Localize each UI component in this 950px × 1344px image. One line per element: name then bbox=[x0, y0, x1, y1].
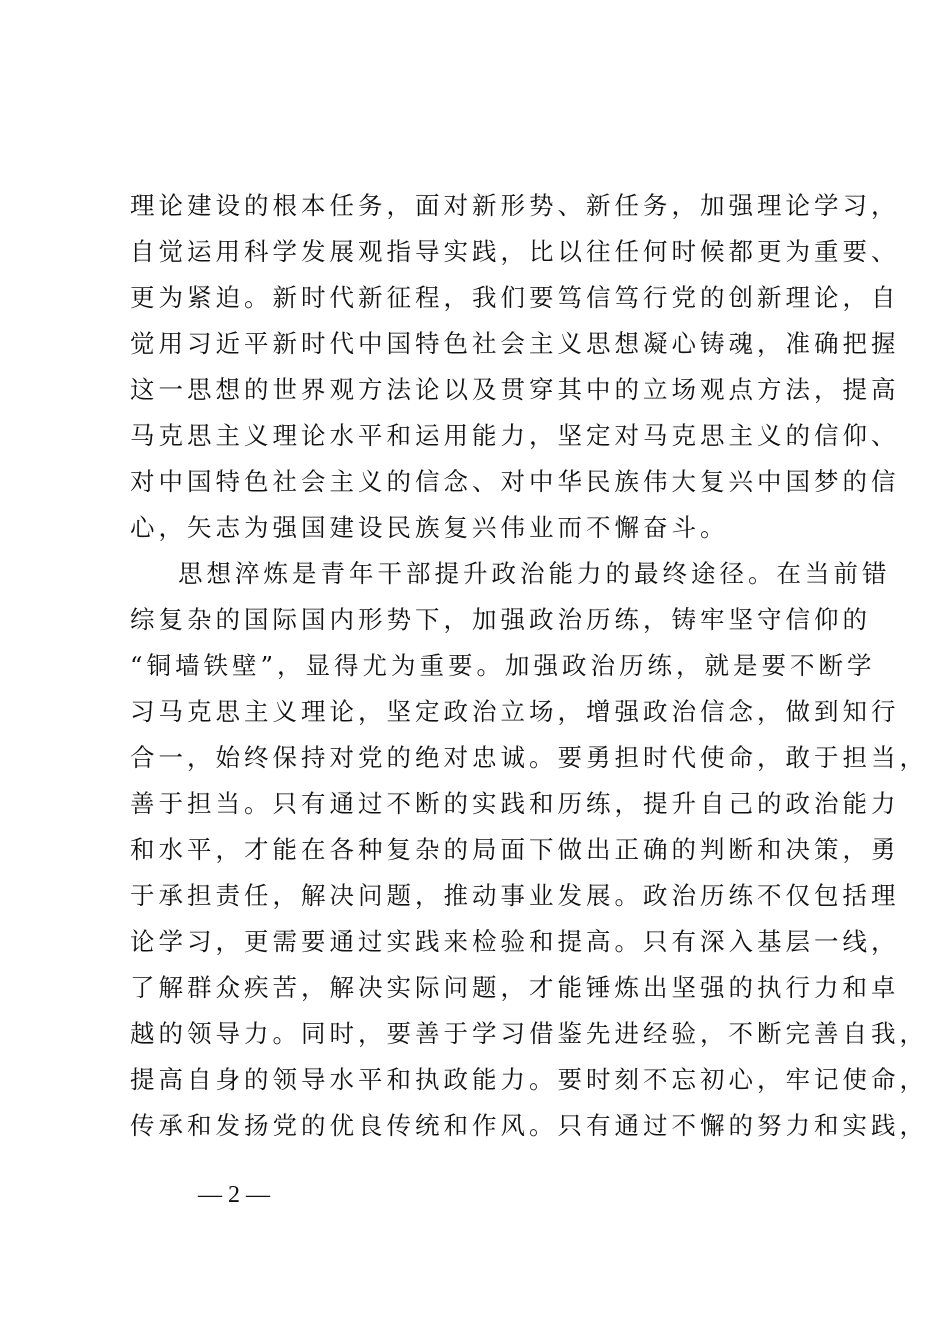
paragraph1-line: 理论建设的根本任务，面对新形势、新任务，加强理论学习， bbox=[130, 191, 900, 220]
paragraph2-line: 论学习，更需要通过实践来检验和提高。只有深入基层一线， bbox=[130, 927, 900, 956]
paragraph2-line: 和水平，才能在各种复杂的局面下做出正确的判断和决策，勇 bbox=[130, 835, 900, 864]
paragraph1-line: 心，矢志为强国建设民族复兴伟业而不懈奋斗。 bbox=[130, 513, 729, 542]
paragraph1-line: 更为紧迫。新时代新征程，我们要笃信笃行党的创新理论，自 bbox=[130, 283, 900, 312]
paragraph1-line: 这一思想的世界观方法论以及贯穿其中的立场观点方法，提高 bbox=[130, 375, 900, 404]
paragraph2-line: 合一，始终保持对党的绝对忠诚。要勇担时代使命，敢于担当， bbox=[130, 743, 928, 772]
paragraph2-line: “铜墙铁壁”，显得尤为重要。加强政治历练，就是要不断学 bbox=[130, 651, 876, 680]
paragraph1-line: 马克思主义理论水平和运用能力，坚定对马克思主义的信仰、 bbox=[130, 421, 900, 450]
paragraph2-line: 提高自身的领导水平和执政能力。要时刻不忘初心，牢记使命， bbox=[130, 1065, 928, 1094]
paragraph2-line: 传承和发扬党的优良传统和作风。只有通过不懈的努力和实践， bbox=[130, 1111, 928, 1140]
paragraph2-line: 综复杂的国际国内形势下，加强政治历练，铸牢坚守信仰的 bbox=[130, 605, 871, 634]
page-number: — 2 — bbox=[198, 1182, 270, 1208]
paragraph2-line: 于承担责任，解决问题，推动事业发展。政治历练不仅包括理 bbox=[130, 881, 900, 910]
paragraph2-line: 了解群众疾苦，解决实际问题，才能锤炼出坚强的执行力和卓 bbox=[130, 973, 900, 1002]
paragraph1-line: 觉用习近平新时代中国特色社会主义思想凝心铸魂，准确把握 bbox=[130, 329, 900, 358]
paragraph2-line: 习马克思主义理论，坚定政治立场，增强政治信念，做到知行 bbox=[130, 697, 900, 726]
paragraph2-line: 越的领导力。同时，要善于学习借鉴先进经验，不断完善自我， bbox=[130, 1019, 928, 1048]
paragraph1-line: 对中国特色社会主义的信念、对中华民族伟大复兴中国梦的信 bbox=[130, 467, 900, 496]
paragraph2-line: 善于担当。只有通过不断的实践和历练，提升自己的政治能力 bbox=[130, 789, 900, 818]
paragraph1-line: 自觉运用科学发展观指导实践，比以往任何时候都更为重要、 bbox=[130, 237, 900, 266]
paragraph2-line: 思想淬炼是青年干部提升政治能力的最终途径。在当前错 bbox=[178, 559, 891, 588]
